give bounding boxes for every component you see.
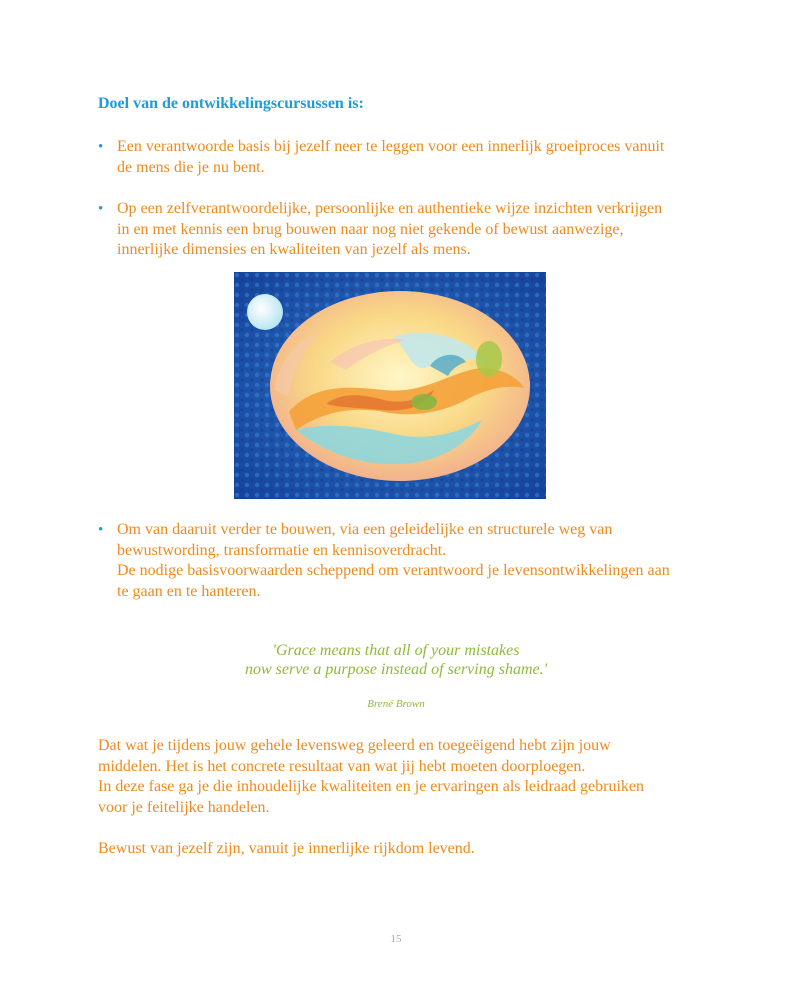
section-heading: Doel van de ontwikkelingscursussen is: [98,95,364,112]
bullet-line: innerlijke dimensies en kwaliteiten van jezelf als mens. [117,241,471,258]
quote-line: 'Grace means that all of your mistakes [272,642,520,659]
paragraph-line: Dat wat je tijdens jouw gehele levensweg geleerd en toegeëigend hebt zijn jouw [98,737,611,754]
bullet-item [98,137,698,178]
painting-image [234,272,546,499]
paragraph-line: voor je feitelijke handelen. [98,798,270,816]
bullet-line: Een verantwoorde basis bij jezelf neer te leggen voor een innerlijk groeiproces vanuit [117,138,665,155]
bullet-item [98,199,698,261]
bullet-line: de mens die je nu bent. [117,158,265,176]
page-number: 15 [390,933,402,945]
quote-line: now serve a purpose instead of serving shame.' [244,661,548,678]
quote-author: Brené Brown [367,698,425,710]
paragraph-line: middelen. Het is het concrete resultaat van wat jij hebt moeten doorploegen. [98,757,586,775]
bullet-marker: • [98,522,104,538]
paragraph-line: Bewust van jezelf zijn, vanuit je innerlijke rijkdom levend. [98,840,475,857]
bullet-line: bewustwording, transformatie en kennisoverdracht. [117,541,447,559]
painting-illustration [234,272,546,499]
body-paragraph [98,736,698,818]
bullet-marker: • [98,201,104,217]
bullet-line: Om van daaruit verder te bouwen, via een geleidelijke en structurele weg van [117,521,613,538]
bullet-line: te gaan en te hanteren. [117,582,261,600]
paragraph-line: In deze fase ga je die inhoudelijke kwaliteiten en je ervaringen als leidraad gebruiken [98,778,644,795]
bullet-marker: • [98,139,104,155]
bullet-line: De nodige basisvoorwaarden scheppend om verantwoord je levensontwikkelingen aan [117,562,670,579]
bullet-item [98,520,698,602]
bullet-line: in en met kennis een brug bouwen naar nog niet gekende of bewust aanwezige, [117,220,624,238]
bullet-line: Op een zelfverantwoordelijke, persoonlijke en authentieke wijze inzichten verkrijgen [117,200,663,217]
body-paragraph [98,839,698,860]
